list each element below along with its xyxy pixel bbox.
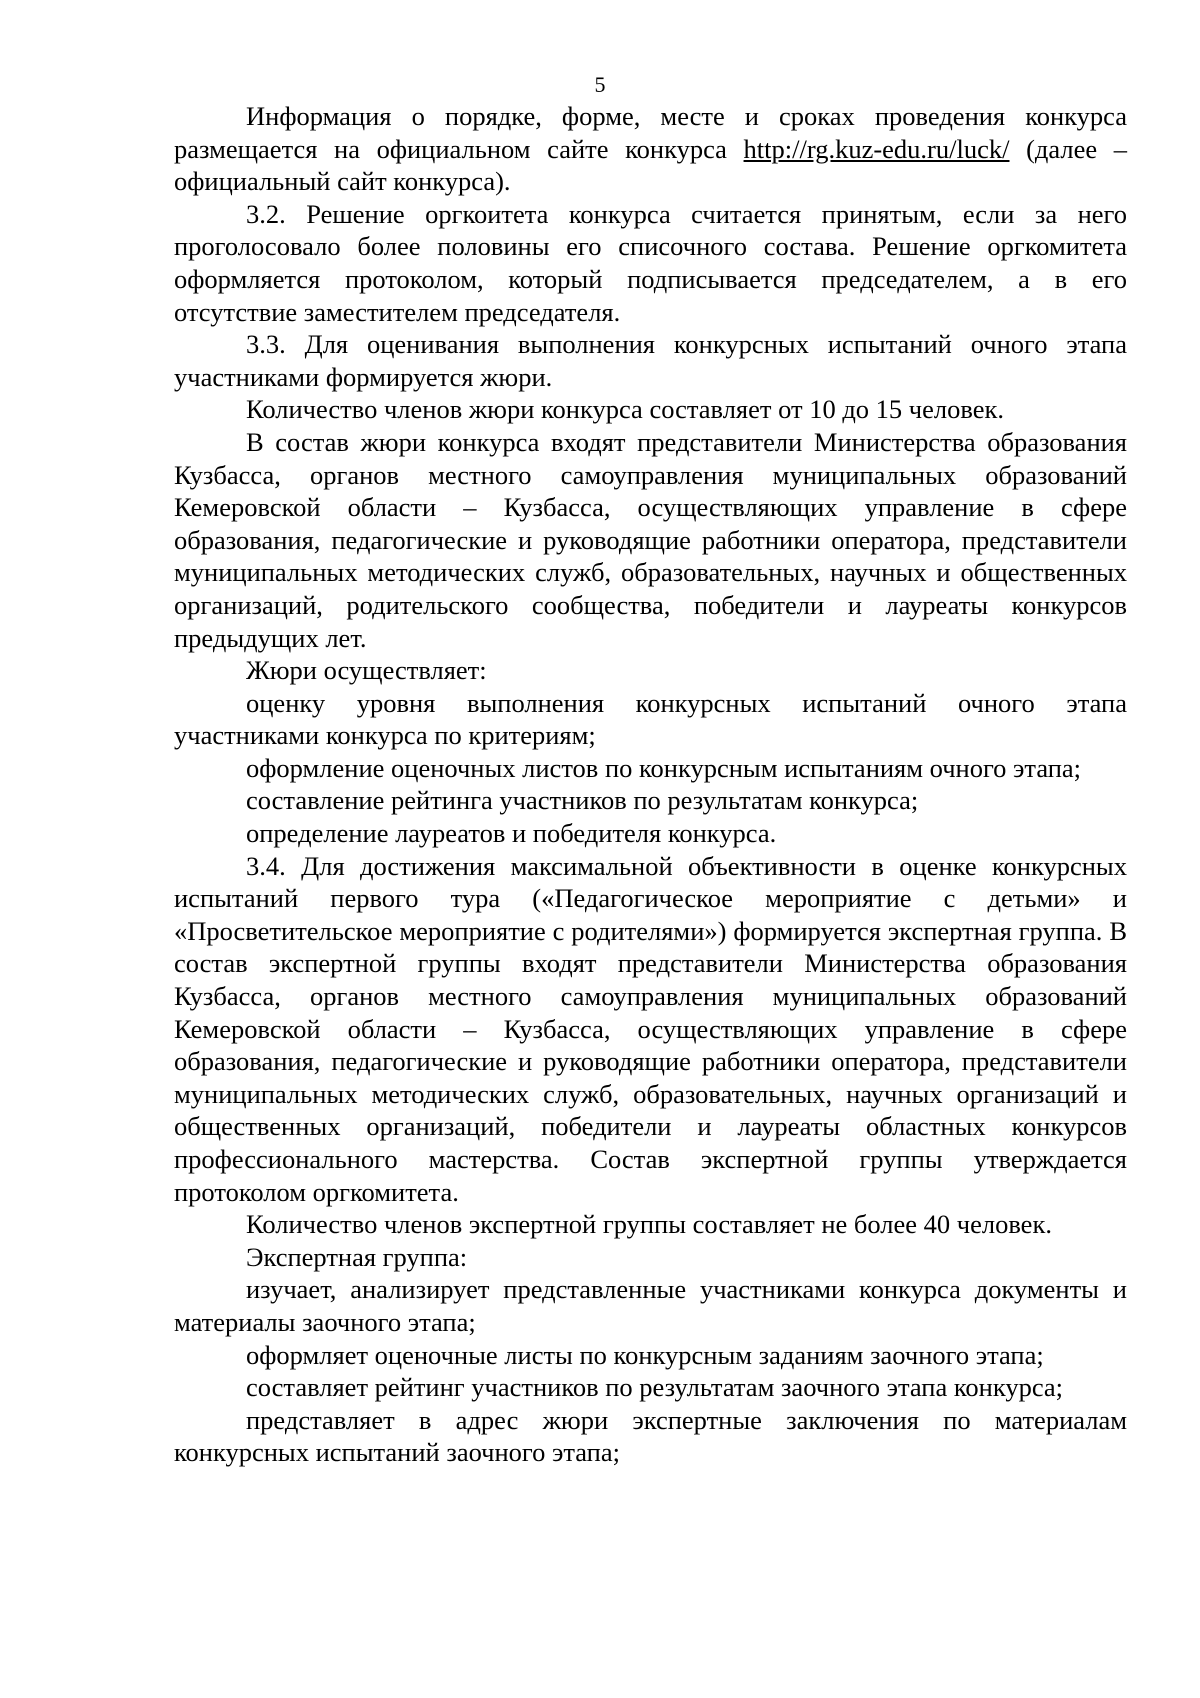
paragraph-expert-count: Количество членов экспертной группы составляет не более 40 человек. (246, 1209, 1052, 1240)
official-site-link[interactable]: http://rg.kuz-edu.ru/luck/ (743, 133, 1010, 164)
paragraph-info-text: Информация о порядке, форме, месте и сроках проведения конкурса размещается на официальном сайте конкурса (174, 101, 1127, 164)
list-item-jury-sheets: оформление оценочных листов по конкурсным испытаниям очного этапа; (246, 752, 1082, 783)
list-item-jury-evaluation: оценку уровня выполнения конкурсных испытаний очного этапа участниками конкурса по критериям; (174, 687, 1127, 751)
page-number: 5 (594, 72, 606, 97)
paragraph-jury-count: Количество членов жюри конкурса составляет от 10 до 15 человек. (246, 394, 1004, 425)
list-item-jury-rating: составление рейтинга участников по результатам конкурса; (246, 785, 919, 816)
list-item-expert-conclusions: представляет в адрес жюри экспертные заключения по материалам конкурсных испытаний заочного этапа; (174, 1404, 1127, 1468)
paragraph-expert-duties-heading: Экспертная группа: (246, 1241, 468, 1272)
paragraph-info-site (174, 100, 1127, 198)
list-item-expert-rating: составляет рейтинг участников по результатам заочного этапа конкурса; (246, 1372, 1064, 1403)
list-item-jury-winners: определение лауреатов и победителя конкурса. (246, 818, 777, 849)
document-body (174, 100, 1127, 1469)
list-item-expert-study: изучает, анализирует представленные участниками конкурса документы и материалы заочного этапа; (174, 1274, 1127, 1337)
list-item-expert-sheets: оформляет оценочные листы по конкурсным заданиям заочного этапа; (246, 1339, 1044, 1370)
paragraph-3-3: 3.3. Для оценивания выполнения конкурсных испытаний очного этапа участниками формируется жюри. (174, 329, 1127, 392)
paragraph-info-tail: (далее – официальный сайт конкурса). (174, 133, 1127, 197)
paragraph-3-2: 3.2. Решение оргкоитета конкурса считается принятым, если за него проголосовало более половины его списочного состава. Решение оргкомитета оформляется протоколом, который подписывается председателем, а в его отсутствие заместителем председателя. (174, 198, 1127, 327)
paragraph-jury-composition: В состав жюри конкурса входят представители Министерства образования Кузбасса, органов местного самоуправления муниципальных образований Кемеровской области – Кузбасса, осуществляющих управление в сфере образования, педагогические и руководящие работники оператора, представители муниципальных методических служб, образовательных, научных и общественных организаций, родительского сообщества, победители и лауреаты конкурсов предыдущих лет. (174, 426, 1127, 653)
paragraph-jury-duties-heading: Жюри осуществляет: (246, 655, 487, 686)
paragraph-3-4: 3.4. Для достижения максимальной объективности в оценке конкурсных испытаний первого тура («Педагогическое мероприятие с детьми» и «Просветительское мероприятие с родителями») формируется экспертная группа. В состав экспертной группы входят представители Министерства образования Кузбасса, органов местного самоуправления муниципальных образований Кемеровской области – Кузбасса, осуществляющих управление в сфере образования, педагогические и руководящие работники оператора, представители муниципальных методических служб, образовательных, научных организаций и общественных организаций, победители и лауреаты областных конкурсов профессионального мастерства. Состав экспертной группы утверждается протоколом оргкомитета. (174, 850, 1127, 1207)
